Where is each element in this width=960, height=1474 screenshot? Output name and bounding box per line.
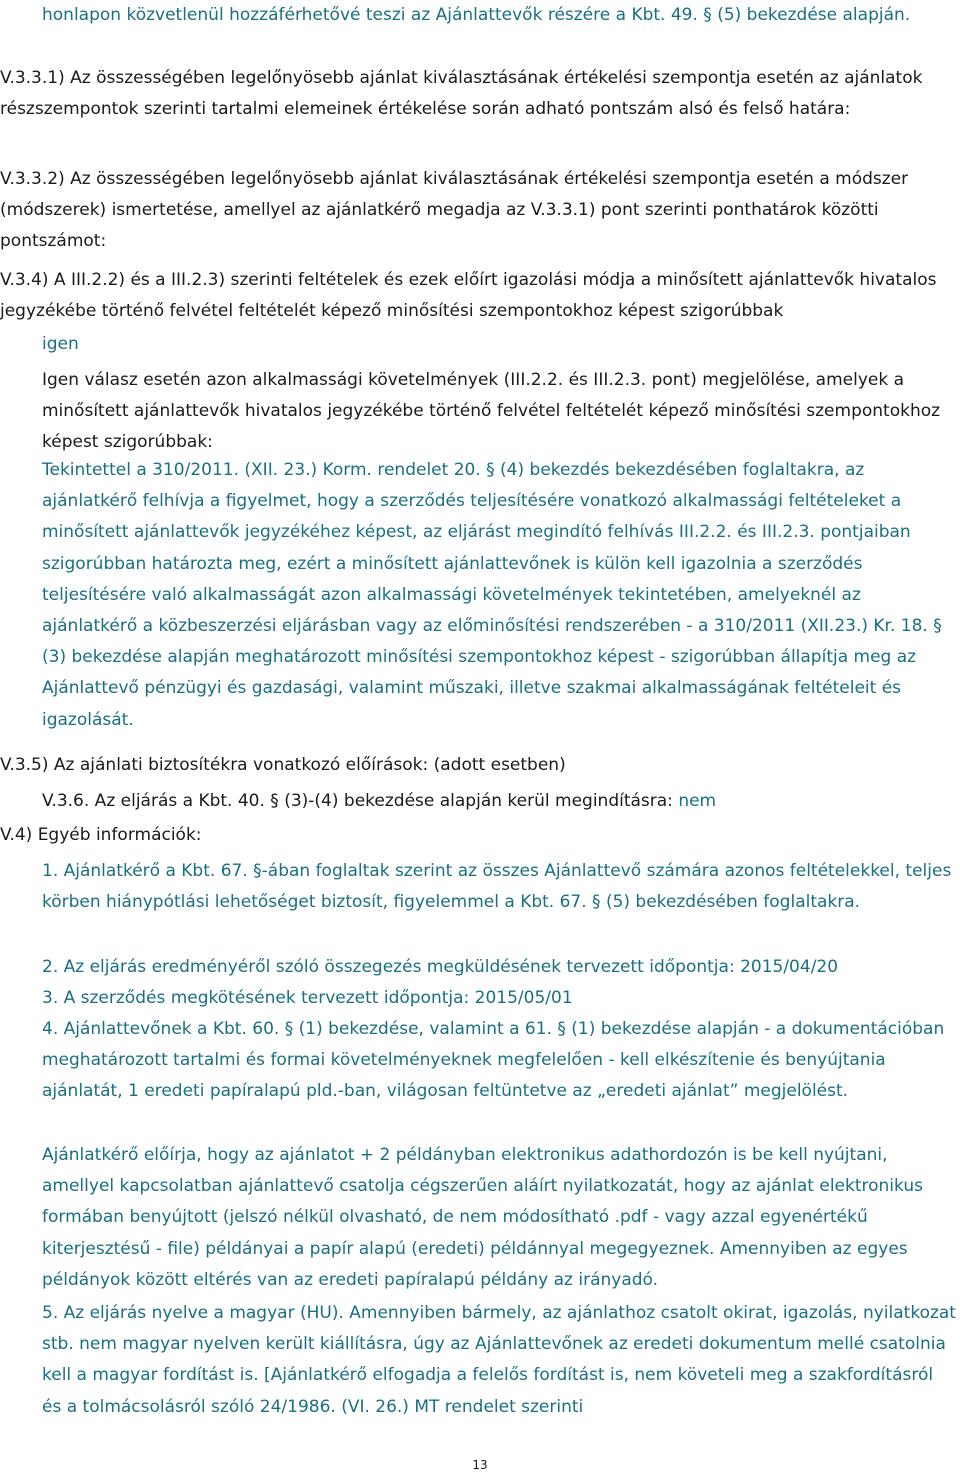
page-number: 13 xyxy=(472,1458,488,1472)
v34-answer: igen xyxy=(42,334,79,354)
info-item-5: 5. Az eljárás nyelve a magyar (HU). Amennyiben bármely, az ajánlathoz csatolt okirat, igazolás, nyilatkozat stb. nem magyar nyelven került kiállításra, úgy az Ajánlattevőnek az eredeti dokumentum mellé csatolnia kell a magyar fordítást is. [Ajánlatkérő elfogadja a felelős fordítást is, nem követeli meg a szakfordításról és a tolmácsolásról szóló 24/1986. (VI. 26.) MT rendelet szerinti xyxy=(42,1303,956,1417)
section-v36 xyxy=(42,786,956,817)
section-v331: V.3.3.1) Az összességében legelőnyösebb ajánlat kiválasztásának értékelési szempontja esetén az ajánlatok részszempontok szerinti tartalmi elemeinek értékelése során adható pontszám alsó és felső határa: xyxy=(0,68,923,120)
v34-question: Igen válasz esetén azon alkalmassági követelmények (III.2.2. és III.2.3. pont) megjelölése, amelyek a minősített ajánlattevők hivatalos jegyzékébe történő felvétel feltételét képező minősítési szempontokhoz képest szigorúbbak: xyxy=(42,370,941,453)
v36-value: nem xyxy=(678,791,717,811)
v36-label: V.3.6. Az eljárás a Kbt. 40. § (3)-(4) bekezdése alapján kerül megindításra: xyxy=(42,791,673,811)
section-v35: V.3.5) Az ajánlati biztosítékra vonatkozó előírások: (adott esetben) xyxy=(0,755,566,775)
v34-detail: Tekintettel a 310/2011. (XII. 23.) Korm. rendelet 20. § (4) bekezdés bekezdésében foglaltakra, az ajánlatkérő felhívja a figyelmet, hogy a szerződés teljesítésére vonatkozó alkalmassági feltételeket a minősített ajánlattevők jegyzékéhez képest, az eljárást megindító felhívás III.2.2. és III.2.3. pontjaiban szigorúbban határozta meg, ezért a minősített ajánlattevőnek is külön kell igazolnia a szerződés teljesítésére való alkalmasságát azon alkalmassági követelmények tekintetében, amelyeknél az ajánlatkérő a közbeszerzési eljárásban vagy az előminősítési rendszerében - a 310/2011 (XII.23.) Kr. 18. § (3) bekezdése alapján meghatározott minősítési szempontokhoz képest - szigorúbban állapítja meg az Ajánlattevő pénzügyi és gazdasági, valamint műszaki, illetve szakmai alkalmasságának feltételeit és igazolását. xyxy=(42,460,942,730)
intro-continuation: honlapon közvetlenül hozzáférhetővé teszi az Ajánlattevők részére a Kbt. 49. § (5) bekezdése alapján. xyxy=(42,5,911,25)
info-item-2: 2. Az eljárás eredményéről szóló összegezés megküldésének tervezett időpontja: 2015/04/20 xyxy=(42,957,839,977)
info-item-3: 3. A szerződés megkötésének tervezett időpontja: 2015/05/01 xyxy=(42,988,573,1008)
info-item-4-electronic: Ajánlatkérő előírja, hogy az ajánlatot + 2 példányban elektronikus adathordozón is be kell nyújtani, amellyel kapcsolatban ajánlattevő csatolja cégszerűen aláírt nyilatkozatát, hogy az ajánlat elektronikus formában benyújtott (jelszó nélkül olvasható, de nem módosítható .pdf - vagy azzal egyenértékű kiterjesztésű - file) példányai a papír alapú (eredeti) példánnyal megegyeznek. Amennyiben az egyes példányok között eltérés van az eredeti papíralapú példány az irányadó. xyxy=(42,1145,923,1290)
info-item-1: 1. Ajánlatkérő a Kbt. 67. §-ában foglaltak szerint az összes Ajánlattevő számára azonos feltételekkel, teljes körben hiánypótlási lehetőséget biztosít, figyelemmel a Kbt. 67. § (5) bekezdésében foglaltakra. xyxy=(42,861,952,913)
section-v4: V.4) Egyéb információk: xyxy=(0,825,202,845)
section-v332: V.3.3.2) Az összességében legelőnyösebb ajánlat kiválasztásának értékelési szempontja esetén a módszer (módszerek) ismertetése, amellyel az ajánlatkérő megadja az V.3.3.1) pont szerinti ponthatárok közötti pontszámot: xyxy=(0,169,909,252)
section-v34: V.3.4) A III.2.2) és a III.2.3) szerinti feltételek és ezek előírt igazolási módja a minősített ajánlattevők hivatalos jegyzékébe történő felvétel feltételét képező minősítési szempontokhoz képest szigorúbbak xyxy=(0,270,937,322)
info-item-4: 4. Ajánlattevőnek a Kbt. 60. § (1) bekezdése, valamint a 61. § (1) bekezdése alapján - a dokumentációban meghatározott tartalmi és formai követelményeknek megfelelően - kell elkészítenie és benyújtania ajánlatát, 1 eredeti papíralapú pld.-ban, világosan feltüntetve az „eredeti ajánlat” megjelölést. xyxy=(42,1019,945,1102)
